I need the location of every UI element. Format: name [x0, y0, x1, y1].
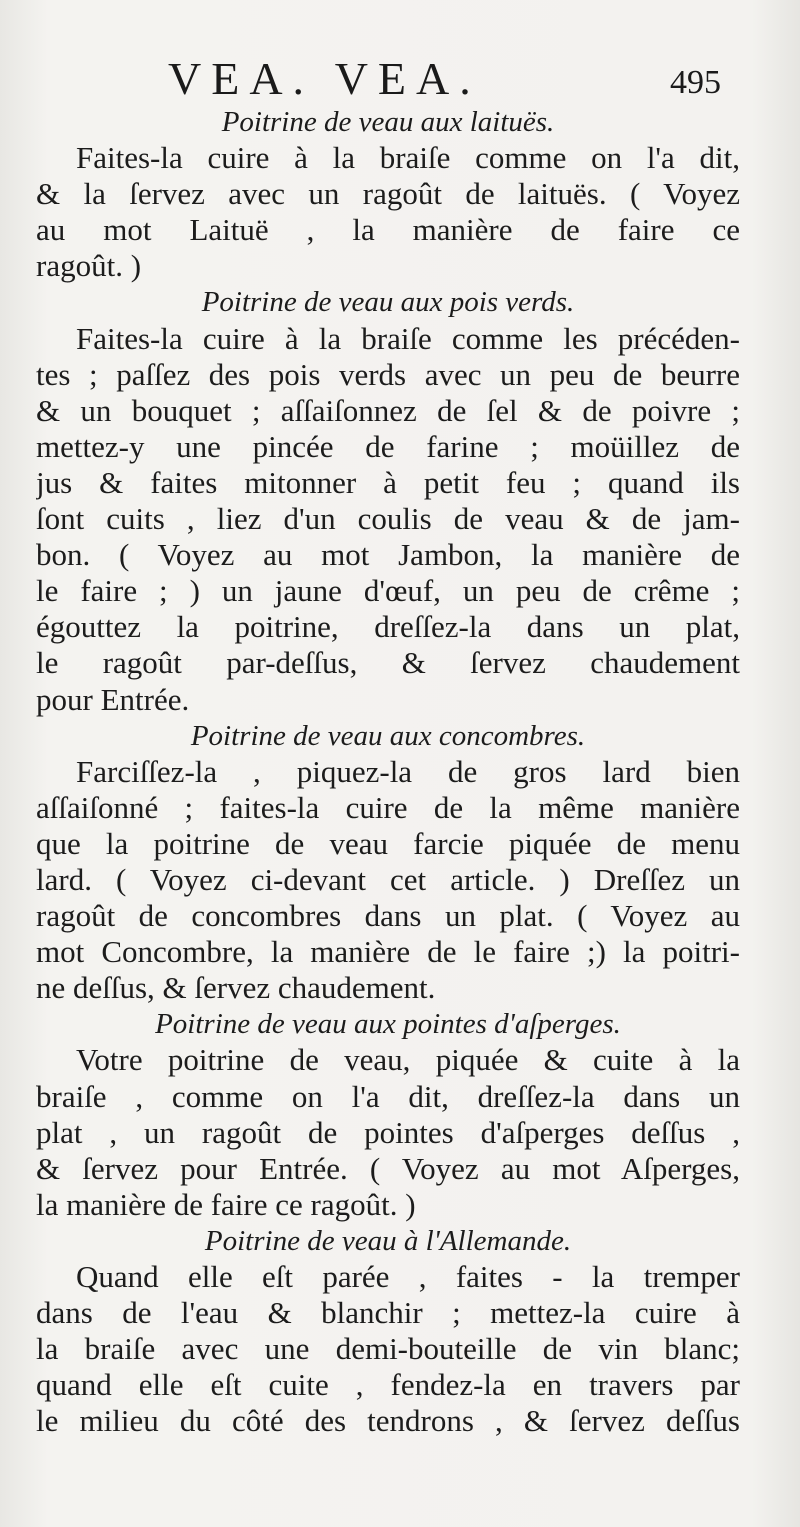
body-text	[36, 104, 740, 1439]
recipe-heading: Poitrine de veau à l'Allemande.	[204, 1224, 572, 1257]
text-line: Faites-la cuire à la braiſe comme on l'a dit,	[76, 140, 740, 176]
text-line: Farciſſez-la , piquez-la de gros lard bien	[76, 753, 740, 789]
recipe-heading: Poitrine de veau aux pois verds.	[201, 286, 575, 319]
text-line: le milieu du côté des tendrons , & ſervez deſſus	[36, 1403, 740, 1439]
text-line: Votre poitrine de veau, piquée & cuite à la	[76, 1042, 740, 1078]
text-line: mettez-y une pincée de farine ; moüillez de	[36, 428, 740, 464]
text-line: & ſervez pour Entrée. ( Voyez au mot Aſperges,	[36, 1150, 740, 1186]
text-line: le ragoût par-deſſus, & ſervez chaudement	[36, 645, 740, 681]
page-header	[0, 52, 800, 108]
text-line: jus & faites mitonner à petit feu ; quand ils	[36, 464, 740, 500]
text-line: quand elle eſt cuite , fendez-la en travers par	[36, 1367, 740, 1403]
text-line: & la ſervez avec un ragoût de laituës. ( Voyez	[36, 176, 740, 212]
text-line: au mot Laituë , la manière de faire ce	[36, 212, 740, 248]
text-line: que la poitrine de veau farcie piquée de menu	[36, 825, 740, 861]
running-head: VEA. VEA.	[168, 53, 481, 104]
text-line: braiſe , comme on l'a dit, dreſſez-la dans un	[36, 1078, 740, 1114]
text-line: Quand elle eſt parée , faites - la tremper	[76, 1259, 740, 1294]
text-line: Faites-la cuire à la braiſe comme les précéden-	[76, 320, 740, 356]
text-line: pour Entrée.	[36, 681, 190, 717]
text-line: plat , un ragoût de pointes d'aſperges deſſus ,	[36, 1114, 740, 1150]
recipe-heading: Poitrine de veau aux pointes d'aſperges.	[155, 1008, 621, 1041]
text-line: & un bouquet ; aſſaiſonnez de ſel & de poivre ;	[36, 392, 740, 428]
text-line: le faire ; ) un jaune d'œuf, un peu de crême ;	[36, 573, 740, 609]
text-line: la manière de faire ce ragoût. )	[36, 1186, 416, 1222]
recipe-heading: Poitrine de veau aux laituës.	[221, 106, 555, 138]
text-line: ſont cuits , liez d'un coulis de veau & de jam-	[36, 501, 740, 537]
text-line: aſſaiſonné ; faites-la cuire de la même manière	[36, 789, 740, 825]
recipe-heading: Poitrine de veau aux concombres.	[190, 719, 586, 752]
text-line: dans de l'eau & blanchir ; mettez-la cuire à	[36, 1295, 740, 1331]
text-line: égouttez la poitrine, dreſſez-la dans un plat,	[36, 609, 740, 645]
text-line: ragoût de concombres dans un plat. ( Voyez au	[36, 898, 740, 934]
text-line: tes ; paſſez des pois verds avec un peu de beurre	[36, 356, 740, 392]
text-line: la braiſe avec une demi-bouteille de vin blanc;	[36, 1331, 740, 1367]
text-line: bon. ( Voyez au mot Jambon, la manière de	[36, 537, 740, 573]
text-line: lard. ( Voyez ci-devant cet article. ) Dreſſez un	[36, 861, 740, 897]
page-number: 495	[670, 64, 721, 101]
text-line: ragoût. )	[36, 248, 142, 284]
text-line: ne deſſus, & ſervez chaudement.	[36, 970, 436, 1006]
text-line: mot Concombre, la manière de le faire ;) la poitri-	[36, 934, 740, 970]
